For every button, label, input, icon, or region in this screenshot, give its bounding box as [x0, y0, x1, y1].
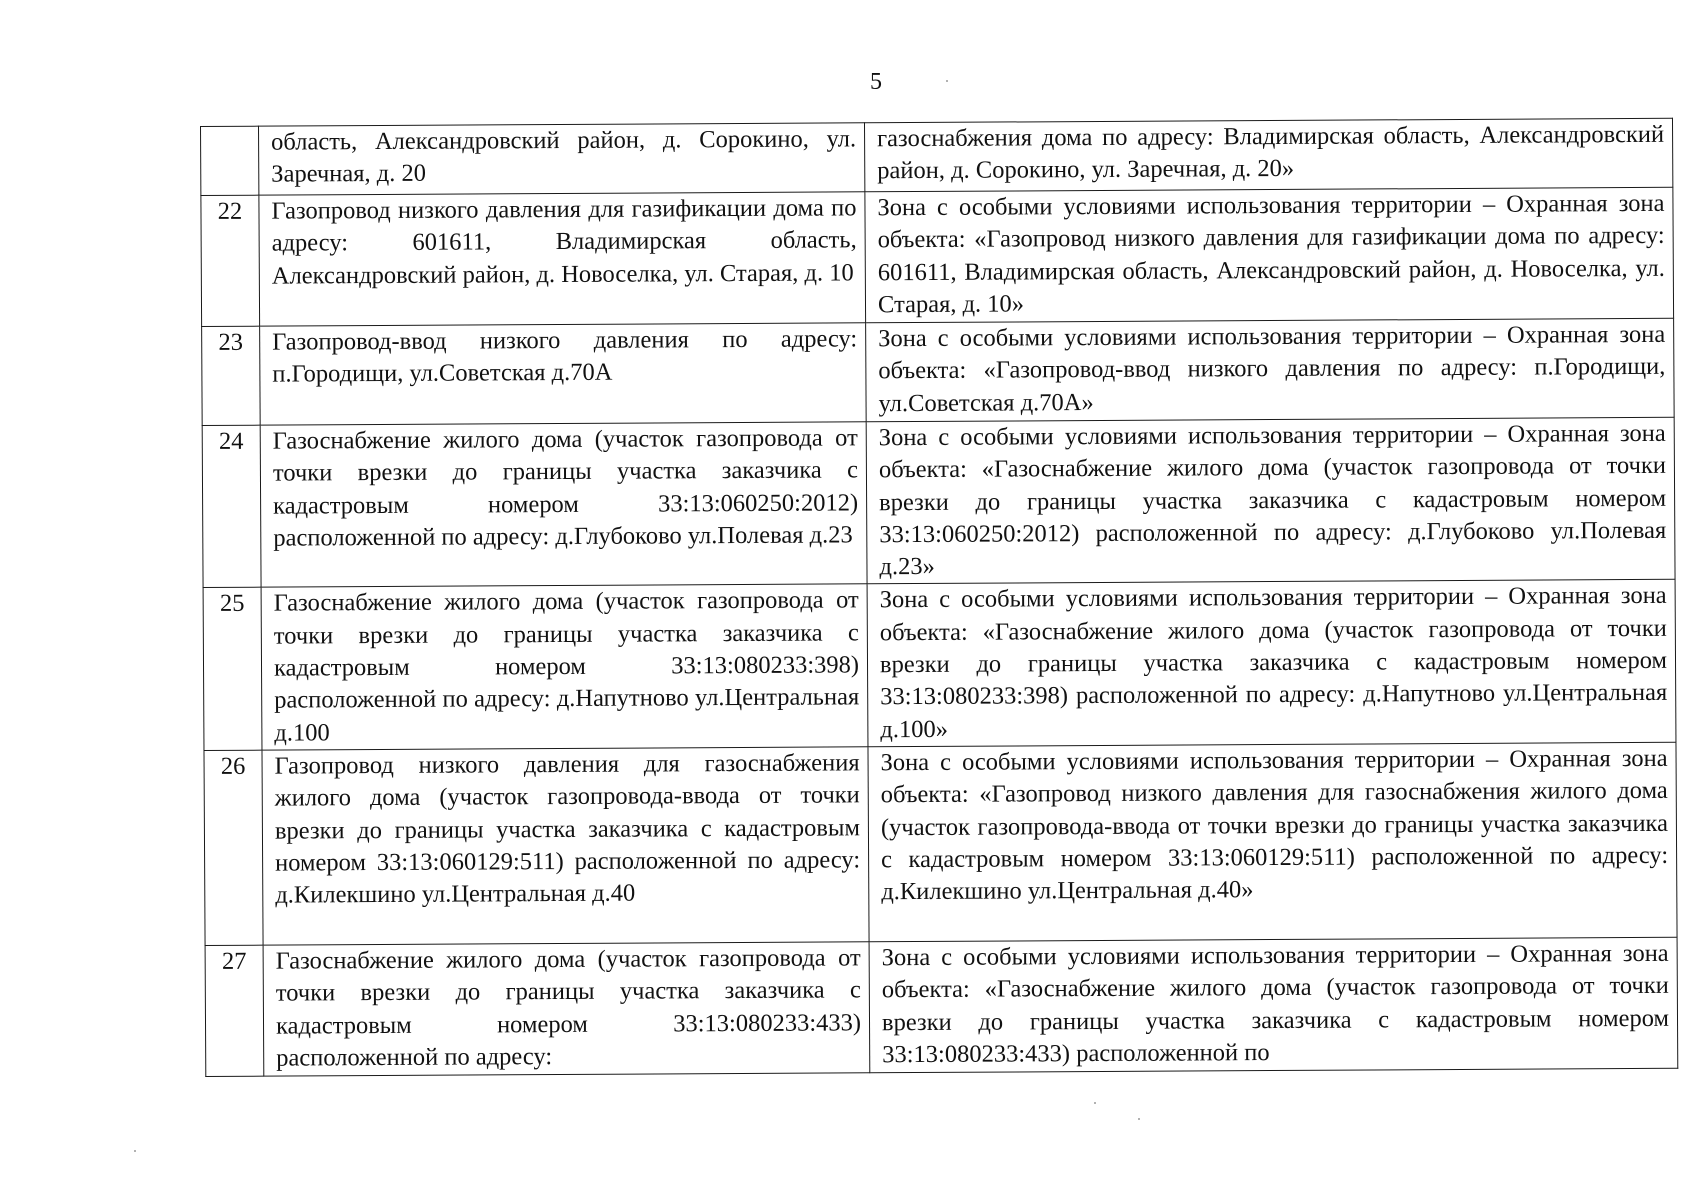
zone-description: Зона с особыми условиями использования территории – Охранная зона объекта: «Газопровод низкого давления для газификации дома по адресу: 601611, Владимирская область, Александровский район, д. Новоселка, ул. Старая, д. 10» — [865, 187, 1674, 323]
table-row — [203, 580, 1676, 751]
scan-speck — [1138, 1118, 1140, 1120]
row-number: 23 — [202, 326, 261, 425]
table-row — [201, 187, 1674, 326]
row-number: 27 — [205, 945, 264, 1076]
zone-description: Зона с особыми условиями использования территории – Охранная зона объекта: «Газоснабжение жилого дома (участок газопровода от точки врезки до границы участка заказчика с кадастровым номером 33:13:080233:398) расположенной по адресу: д.Напутново ул.Центральная д.100» — [867, 580, 1676, 747]
zone-description: Зона с особыми условиями использования территории – Охранная зона объекта: «Газопровод-ввод низкого давления по адресу: п.Городищи, ул.Советская д.70А» — [866, 318, 1675, 422]
table-row — [201, 118, 1673, 195]
zone-description: газоснабжения дома по адресу: Владимирская область, Александровский район, д. Сорокино, ул. Заречная, д. 20» — [864, 118, 1672, 192]
scan-speck — [1094, 1102, 1096, 1104]
row-number: 22 — [201, 195, 260, 326]
row-number — [201, 126, 259, 195]
page-number: 5 — [870, 69, 882, 95]
table-row — [205, 937, 1678, 1076]
zone-description: Зона с особыми условиями использования территории – Охранная зона объекта: «Газоснабжение жилого дома (участок газопровода от точки врезки до границы участка заказчика с кадастровым номером 33:13:080233:433) расположенной по — [869, 937, 1678, 1073]
table-row — [204, 742, 1677, 945]
object-description: Газоснабжение жилого дома (участок газопровода от точки врезки до границы участка заказчика с кадастровым номером 33:13:080233:398) расположенной по адресу: д.Напутново ул.Центральная д.100 — [261, 584, 868, 750]
table-row — [202, 417, 1675, 588]
scan-speck — [946, 80, 948, 82]
zone-description: Зона с особыми условиями использования территории – Охранная зона объекта: «Газопровод низкого давления для газоснабжения жилого дома (участок газопровода-ввода от точки врезки до границы участка заказчика с кадастровым номером 33:13:060129:511) расположенной по адресу: д.Килекшино ул.Центральная д.40» — [868, 742, 1677, 942]
zone-description: Зона с особыми условиями использования территории – Охранная зона объекта: «Газоснабжение жилого дома (участок газопровода от точки врезки до границы участка заказчика с кадастровым номером 33:13:060250:2012) расположенной по адресу: д.Глубоково ул.Полевая д.23» — [866, 417, 1675, 584]
row-number: 24 — [202, 425, 261, 588]
row-number: 25 — [203, 588, 262, 751]
table-row — [202, 318, 1675, 425]
object-description: Газоснабжение жилого дома (участок газопровода от точки врезки до границы участка заказчика с кадастровым номером 33:13:080233:433) расположенной по адресу: — [263, 942, 870, 1076]
object-description: Газопровод низкого давления для газификации дома по адресу: 601611, Владимирская область, Александровский район, д. Новоселка, ул. Старая, д. 10 — [259, 192, 866, 326]
object-description: Газопровод низкого давления для газоснабжения жилого дома (участок газопровода-ввода от точки врезки до границы участка заказчика с кадастровым номером 33:13:060129:511) расположенной по адресу: д.Килекшино ул.Центральная д.40 — [262, 747, 869, 945]
object-description: Газопровод-ввод низкого давления по адресу: п.Городищи, ул.Советская д.70А — [260, 323, 867, 425]
scan-speck — [134, 1150, 136, 1152]
row-number: 26 — [204, 750, 263, 945]
object-description: область, Александровский район, д. Сорокино, ул. Заречная, д. 20 — [259, 123, 865, 195]
object-description: Газоснабжение жилого дома (участок газопровода от точки врезки до границы участка заказчика с кадастровым номером 33:13:060250:2012) расположенной по адресу: д.Глубоково ул.Полевая д.23 — [260, 422, 867, 588]
protection-zones-table — [200, 118, 1678, 1077]
